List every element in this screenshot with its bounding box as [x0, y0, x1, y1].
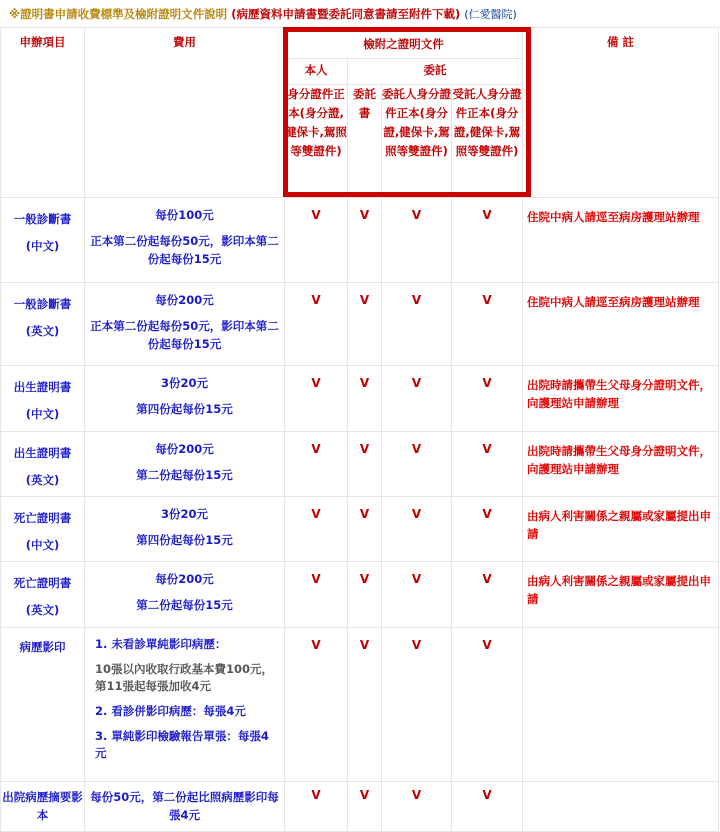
item-name: 一般診斷書 [13, 297, 72, 311]
remark: 住院中病人請逕至病房護理站辦理 [523, 198, 719, 283]
mark: V [382, 497, 452, 562]
mark: V [285, 366, 348, 432]
remark: 出院時請攜帶生父母身分證明文件，向護理站申請辦理 [523, 432, 719, 497]
col-item: 申辦項目 [1, 28, 85, 198]
mark: V [348, 628, 382, 782]
mark: V [452, 497, 523, 562]
mark: V [348, 366, 382, 432]
download-note: (病歷資料申請書暨委託同意書請至附件下載) [231, 7, 461, 21]
item-name: 出院病歷摘要影本 [2, 790, 83, 822]
item-name: 病歷影印 [19, 640, 66, 654]
col-remark: 備 註 [523, 28, 719, 198]
mark: V [285, 628, 348, 782]
item-name: 出生證明書 [13, 380, 72, 394]
mark: V [452, 432, 523, 497]
fee-extra: 第四份起每份15元 [136, 402, 233, 416]
mark: V [382, 283, 452, 366]
item-lang: (英文) [25, 473, 60, 487]
col-entrust: 委託 [348, 59, 523, 85]
mark: V [452, 628, 523, 782]
fee-rule-1: 1. 未看診單純影印病歷： [95, 637, 227, 651]
hospital-name: (仁愛醫院) [464, 8, 517, 21]
mark: V [382, 628, 452, 782]
table-row [1, 198, 719, 283]
item-name: 死亡證明書 [13, 576, 72, 590]
remark: 出院時請攜帶生父母身分證明文件，向護理站申請辦理 [523, 366, 719, 432]
doc-self-id: 身分證件正本(身分證,健保卡,駕照等雙證件) [285, 85, 348, 198]
remark [523, 628, 719, 782]
mark: V [382, 562, 452, 628]
mark: V [452, 782, 523, 832]
mark: V [452, 283, 523, 366]
mark: V [348, 283, 382, 366]
fee-main: 每份200元 [155, 293, 214, 307]
page-title: ※證明書申請收費標準及檢附證明文件說明 [9, 7, 228, 21]
fee-main: 3份20元 [160, 507, 208, 521]
mark: V [285, 432, 348, 497]
mark: V [285, 198, 348, 283]
item-name: 一般診斷書 [13, 212, 72, 226]
table-row [1, 562, 719, 628]
item-lang: (英文) [25, 324, 60, 338]
table-row [1, 283, 719, 366]
fee-extra: 正本第二份起每份50元，影印本第二份起每份15元 [90, 234, 279, 266]
doc-authorization: 委託書 [348, 85, 382, 198]
remark: 住院中病人請逕至病房護理站辦理 [523, 283, 719, 366]
item-lang: (中文) [25, 239, 60, 253]
col-self: 本人 [285, 59, 348, 85]
table-row [1, 628, 719, 782]
mark: V [382, 432, 452, 497]
mark: V [382, 366, 452, 432]
table-row [1, 432, 719, 497]
fee-rule-3: 3. 單純影印檢驗報告單張：每張4元 [95, 729, 269, 760]
col-docs: 檢附之證明文件 [285, 28, 523, 59]
item-name: 出生證明書 [13, 446, 72, 460]
fee-extra: 第二份起每份15元 [136, 598, 233, 612]
fee-main: 每份200元 [155, 572, 214, 586]
fee-main: 每份200元 [155, 442, 214, 456]
remark [523, 782, 719, 832]
fee-main: 每份100元 [155, 208, 214, 222]
item-lang: (英文) [25, 603, 60, 617]
page-header [9, 6, 517, 22]
fee-main: 3份20元 [160, 376, 208, 390]
mark: V [382, 782, 452, 832]
fee-extra: 第二份起每份15元 [136, 468, 233, 482]
fee-extra: 第四份起每份15元 [136, 533, 233, 547]
table-row [1, 366, 719, 432]
mark: V [452, 366, 523, 432]
fee-rule-1-detail: 10張以內收取行政基本費100元，第11張起每張加收4元 [95, 662, 274, 693]
remark: 由病人利害關係之親屬或家屬提出申請 [523, 562, 719, 628]
fee-main: 每份50元，第二份起比照病歷影印每張4元 [90, 790, 279, 822]
mark: V [452, 562, 523, 628]
mark: V [285, 782, 348, 832]
mark: V [452, 198, 523, 283]
doc-trustee-id: 受託人身分證件正本(身分證,健保卡,駕照等雙證件) [452, 85, 523, 198]
item-lang: (中文) [25, 538, 60, 552]
item-lang: (中文) [25, 407, 60, 421]
mark: V [348, 782, 382, 832]
table-row [1, 497, 719, 562]
mark: V [348, 562, 382, 628]
mark: V [382, 198, 452, 283]
fee-rule-2: 2. 看診併影印病歷：每張4元 [95, 704, 246, 718]
mark: V [285, 497, 348, 562]
doc-entruster-id: 委託人身分證件正本(身分證,健保卡,駕照等雙證件) [382, 85, 452, 198]
item-name: 死亡證明書 [13, 511, 72, 525]
mark: V [285, 283, 348, 366]
table-row [1, 782, 719, 832]
col-fee: 費用 [85, 28, 285, 198]
mark: V [348, 432, 382, 497]
fee-table [0, 27, 719, 832]
remark: 由病人利害關係之親屬或家屬提出申請 [523, 497, 719, 562]
fee-extra: 正本第二份起每份50元，影印本第二份起每份15元 [90, 319, 279, 351]
mark: V [285, 562, 348, 628]
mark: V [348, 198, 382, 283]
mark: V [348, 497, 382, 562]
